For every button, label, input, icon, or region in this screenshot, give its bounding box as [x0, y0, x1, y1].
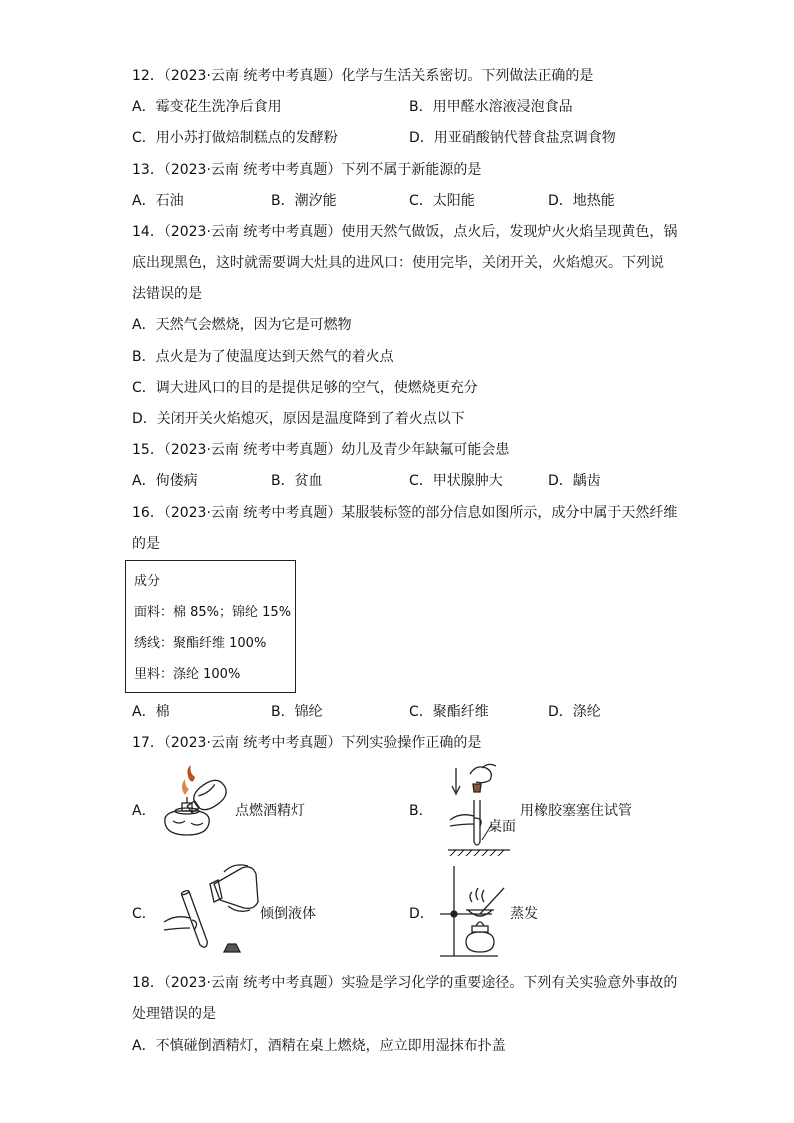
q13-option-c: C．太阳能 — [409, 193, 475, 209]
q17-option-d-letter: D． — [409, 906, 434, 922]
q12-stem: 12．（2023·云南 统考中考真题）化学与生活关系密切。下列做法正确的是 — [132, 68, 594, 84]
q14-option-b: B．点火是为了使温度达到天然气的着火点 — [132, 349, 394, 365]
label-title: 成分 — [134, 574, 161, 589]
q17-option-b-caption: 用橡胶塞塞住试管 — [520, 803, 632, 819]
q18-stem-line1: 18．（2023·云南 统考中考真题）实验是学习化学的重要途径。下列有关实验意外事故的 — [132, 975, 678, 991]
q14-option-a: A．天然气会燃烧，因为它是可燃物 — [132, 317, 352, 333]
clothing-label-box — [125, 560, 296, 693]
q18-option-a: A．不慎碰倒酒精灯，酒精在桌上燃烧，应立即用湿抹布扑盖 — [132, 1038, 506, 1054]
q13-option-d: D．地热能 — [548, 193, 615, 209]
stopper-test-tube-illustration — [440, 762, 520, 857]
q16-stem-line2: 的是 — [132, 536, 160, 552]
q15-option-b: B．贫血 — [271, 473, 323, 489]
q14-stem-line1: 14．（2023·云南 统考中考真题）使用天然气做饭，点火后，发现炉火火焰呈现黄色，锅 — [132, 224, 678, 240]
q12-option-b: B．用甲醛水溶液浸泡食品 — [409, 99, 573, 115]
q14-stem-line3: 法错误的是 — [132, 286, 202, 302]
q13-stem: 13．（2023·云南 统考中考真题）下列不属于新能源的是 — [132, 162, 482, 178]
q16-option-d: D．涤纶 — [548, 704, 601, 720]
q16-option-a: A．棉 — [132, 704, 170, 720]
q17-option-b-desk-label: 桌面 — [488, 819, 516, 835]
pouring-liquid-illustration — [158, 862, 268, 962]
q17-option-d-caption: 蒸发 — [510, 906, 538, 922]
alcohol-lamp-lighting-illustration — [155, 765, 245, 855]
q18-stem-line2: 处理错误的是 — [132, 1006, 216, 1022]
q16-option-c: C．聚酯纤维 — [409, 704, 489, 720]
q15-stem: 15．（2023·云南 统考中考真题）幼儿及青少年缺氟可能会患 — [132, 442, 510, 458]
q13-option-b: B．潮汐能 — [271, 193, 337, 209]
q12-option-c: C．用小苏打做焙制糕点的发酵粉 — [132, 130, 338, 146]
q17-option-a-letter: A． — [132, 803, 156, 819]
q12-option-d: D．用亚硝酸钠代替食盐烹调食物 — [409, 130, 616, 146]
q17-option-b-letter: B． — [409, 803, 433, 819]
q16-option-b: B．锦纶 — [271, 704, 323, 720]
q17-option-a-caption: 点燃酒精灯 — [235, 803, 305, 819]
q14-option-c: C．调大进风口的目的是提供足够的空气，使燃烧更充分 — [132, 380, 478, 396]
label-row-lining: 里料：涤纶 100% — [134, 667, 241, 682]
label-row-thread: 绣线：聚酯纤维 100% — [134, 636, 267, 651]
q16-stem-line1: 16．（2023·云南 统考中考真题）某服装标签的部分信息如图所示，成分中属于天然纤维 — [132, 505, 678, 521]
q12-option-a: A．霉变花生洗净后食用 — [132, 99, 282, 115]
q17-stem: 17．（2023·云南 统考中考真题）下列实验操作正确的是 — [132, 735, 482, 751]
q14-option-d: D．关闭开关火焰熄灭，原因是温度降到了着火点以下 — [132, 411, 465, 427]
label-row-fabric: 面料：棉 85%；锦纶 15% — [134, 605, 292, 620]
q15-option-a: A．佝偻病 — [132, 473, 198, 489]
q13-option-a: A．石油 — [132, 193, 184, 209]
q17-option-c-caption: 倾倒液体 — [260, 906, 316, 922]
q17-option-c-letter: C． — [132, 906, 156, 922]
q15-option-d: D．龋齿 — [548, 473, 601, 489]
q14-stem-line2: 底出现黑色，这时就需要调大灶具的进风口：使用完毕，关闭开关，火焰熄灭。下列说 — [132, 255, 664, 271]
evaporation-apparatus-illustration — [432, 862, 522, 962]
q15-option-c: C．甲状腺肿大 — [409, 473, 503, 489]
